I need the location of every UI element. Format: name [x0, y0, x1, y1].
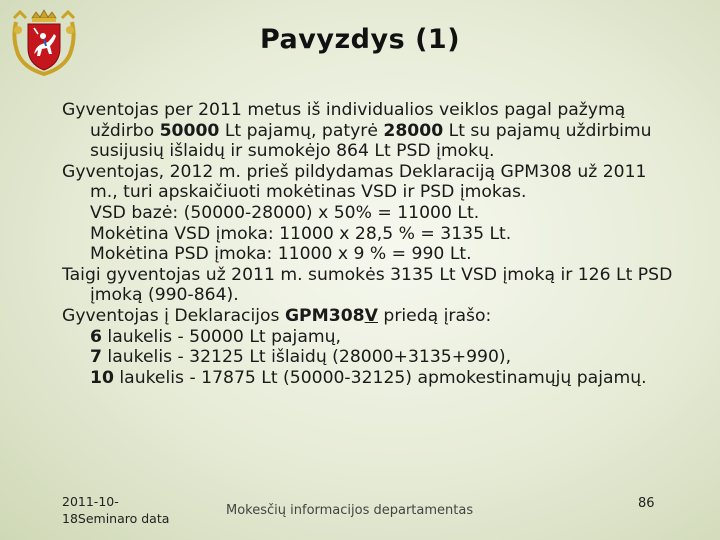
text: Gyventojas į Deklaracijos: [62, 305, 285, 326]
field-number: 10: [90, 367, 114, 388]
text: priedą įrašo:: [377, 305, 492, 326]
paragraph-appendix: [62, 306, 674, 327]
footer-department: Mokesčių informacijos departamentas: [226, 503, 474, 518]
calc-line-psd-payment: Mokėtina PSD įmoka: 11000 x 9 % = 990 Lt.: [90, 244, 472, 265]
text: Gyventojas per 2011 metus iš individualios veiklos pagal pažymą uždirbo: [62, 100, 626, 141]
form-code: GPM308V: [284, 305, 378, 326]
expense-amount: 28000: [383, 120, 444, 141]
slide-body: [62, 100, 674, 388]
field-text: laukelis - 17875 Lt (50000-32125) apmokestinamųjų pajamų.: [113, 367, 647, 388]
page-number: 86: [638, 496, 655, 511]
field-line-10: [62, 368, 674, 389]
paragraph-income: [62, 100, 674, 162]
slide-title: Pavyzdys (1): [259, 24, 461, 55]
calc-line-vsd-base: VSD bazė: (50000-28000) x 50% = 11000 Lt.: [90, 202, 480, 223]
income-amount: 50000: [159, 120, 220, 141]
field-number: 7: [90, 347, 102, 368]
text: Lt su pajamų uždirbimu susijusių išlaidų ir sumokėjo 864 Lt PSD įmokų.: [90, 120, 652, 162]
field-line-6: [62, 327, 674, 348]
field-line-7: [62, 347, 674, 368]
paragraph-summary: Taigi gyventojas už 2011 m. sumokės 3135 Lt VSD įmoką ir 126 Lt PSD įmoką (990-864).: [62, 264, 673, 306]
field-number: 6: [90, 326, 102, 347]
field-text: laukelis - 50000 Lt pajamų,: [101, 326, 341, 347]
field-text: laukelis - 32125 Lt išlaidų (28000+3135+990),: [101, 347, 512, 368]
text: Lt pajamų, patyrė: [219, 120, 384, 141]
footer-date: 2011-10-18Seminaro data: [62, 494, 170, 526]
calc-line-vsd-payment: Mokėtina VSD įmoka: 11000 x 28,5 % = 3135 Lt.: [90, 223, 512, 244]
paragraph-declaration: Gyventojas, 2012 m. prieš pildydamas Deklaraciją GPM308 už 2011 m., turi apskaičiuoti mokėtinas VSD ir PSD įmokas.: [62, 161, 647, 203]
